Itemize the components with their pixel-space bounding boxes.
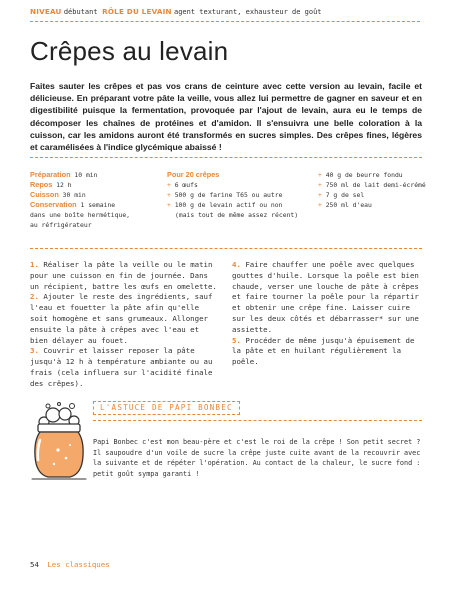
repos-value: 12 h bbox=[56, 181, 72, 189]
ingredient-item: + 500 g de farine T65 ou autre bbox=[167, 191, 283, 199]
divider bbox=[30, 248, 422, 249]
step-5: 5. Procéder de même jusqu'à épuisement de la pâte et en huilant régulièrement la poêle. bbox=[232, 335, 415, 367]
step-1: 1. Réaliser la pâte la veille ou le matin pour une cuisson en fin de journée. Dans un récipient, battre les œufs en omelette. bbox=[30, 260, 217, 291]
conservation-value-line2: dans une boîte hermétique, bbox=[30, 211, 131, 219]
ingredient-item: + 6 œufs bbox=[167, 181, 198, 189]
preparation-value: 10 min bbox=[74, 171, 98, 179]
step-3: 3. Couvrir et laisser reposer la pâte jusqu'à 12 h à température ambiante ou au frais (cela influera sur l'acidité finale des crêpes). bbox=[30, 346, 213, 388]
recipe-title: Crêpes au levain bbox=[30, 36, 229, 66]
ingredients-col-1 bbox=[167, 170, 307, 220]
cuisson-label: Cuisson bbox=[30, 190, 59, 199]
timing-info bbox=[30, 170, 150, 230]
ingredient-item: + 100 g de levain actif ou non bbox=[167, 201, 283, 209]
ingredients-col-2 bbox=[318, 170, 428, 210]
section-name: Les classiques bbox=[47, 560, 110, 569]
recipe-intro: Faites sauter les crêpes et pas vos crans de ceinture avec cette version au levain, facile et délicieuse. En préparant votre pâte la veille, vous allez lui permettre de gagner en saveur et en digestibilité puisque la fermentation, provoquée par l'ajout de levain, aura eu le temps de décomposer les chaînes de protéines et d'amidon. Il s'ensuivra une belle coloration à la cuisson, car les amidons auront été transformés en sucres simples. Des crêpes fines, légères et caramélisées à l'indice glycémique abaissé ! bbox=[30, 81, 422, 153]
niveau-label: NIVEAU bbox=[30, 7, 62, 16]
preparation-label: Préparation bbox=[30, 170, 71, 179]
astuce-text: Papi Bonbec c'est mon beau-père et c'est le roi de la crêpe ! Son petit secret ? Il saupoudre d'un voile de sucre la crêpe juste cuite avant de la recouvrir avec la suivante et de répéter l'opération. Au contact de la chaleur, le sucre fond : petit goût sympa garanti ! bbox=[93, 438, 421, 478]
ingredient-item: + 40 g de beurre fondu bbox=[318, 171, 403, 179]
step-2: 2. Ajouter le reste des ingrédients, sauf l'eau et fouetter la pâte afin qu'elle soit homogène et sans grumeaux. Allonger ensuite la pâte à crêpes avec l'eau et bien délayer au fouet. bbox=[30, 292, 213, 345]
divider bbox=[93, 420, 422, 421]
page-footer bbox=[30, 560, 110, 569]
divider bbox=[30, 157, 422, 158]
ingredient-note: (mais tout de même assez récent) bbox=[175, 211, 299, 219]
steps-left-column bbox=[30, 260, 220, 390]
step-4: 4. Faire chauffer une poêle avec quelques gouttes d'huile. Lorsque la poêle est bien chaude, verser une louche de pâte à crêpes et faire tourner la poêle pour la répartir et obtenir une crêpe fine. Laisser cuire sur les deux côtés et débarrasser* sur une assiette. bbox=[232, 260, 419, 334]
ingredient-item: + 7 g de sel bbox=[318, 191, 365, 199]
repos-label: Repos bbox=[30, 180, 53, 189]
cuisson-value: 30 min bbox=[62, 191, 86, 199]
astuce-title: L'ASTUCE DE PAPI BONBEC bbox=[93, 401, 240, 415]
steps-right-column bbox=[232, 260, 422, 368]
conservation-label: Conservation bbox=[30, 200, 77, 209]
page-number: 54 bbox=[30, 560, 39, 569]
ingredients-heading: Pour 20 crêpes bbox=[167, 170, 220, 179]
role-value: agent texturant, exhausteur de goût bbox=[174, 8, 322, 16]
conservation-value-line3: au réfrigérateur bbox=[30, 221, 92, 229]
ingredient-item: + 250 ml d'eau bbox=[318, 201, 372, 209]
role-label: RÔLE DU LEVAIN bbox=[102, 7, 172, 16]
header-bar bbox=[30, 4, 420, 22]
levain-jar-icon bbox=[28, 400, 90, 482]
conservation-value: 1 semaine bbox=[80, 201, 116, 209]
niveau-value: débutant bbox=[63, 8, 98, 16]
ingredient-item: + 750 ml de lait demi-écrémé bbox=[318, 181, 426, 189]
